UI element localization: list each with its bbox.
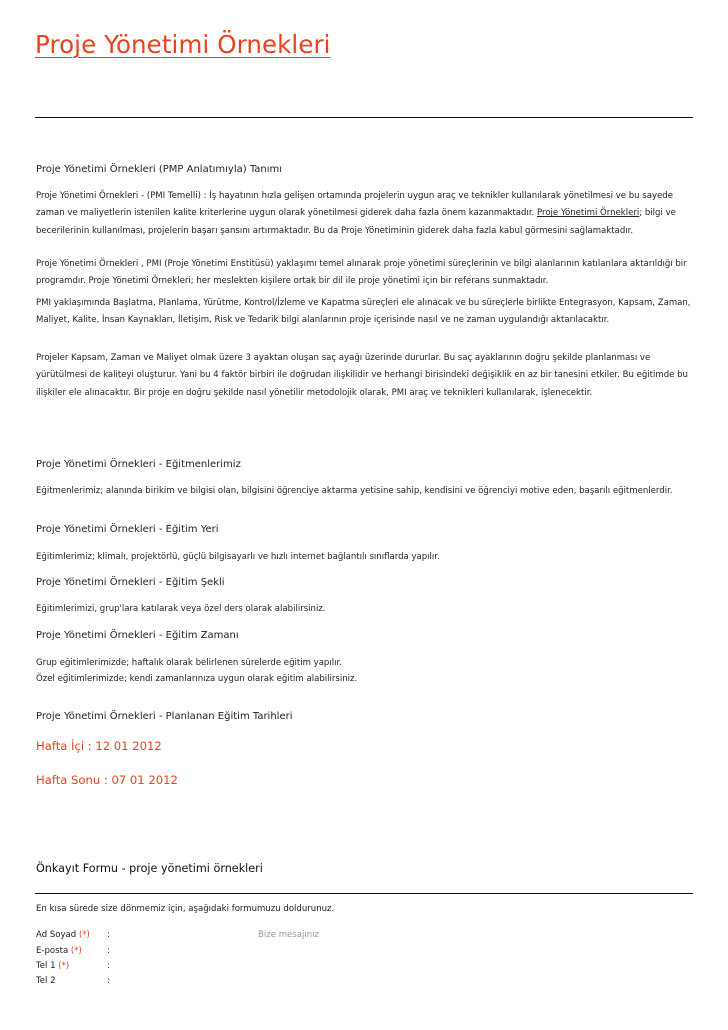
pmp-p1-link[interactable]: Proje Yönetimi Örnekleri xyxy=(537,208,640,219)
phone1-field[interactable] xyxy=(116,960,230,974)
form-divider xyxy=(35,893,693,894)
zaman-line-1: Grup eğitimlerimizde; haftalık olarak belirlenen sürelerde eğitim yapılır. xyxy=(36,658,342,668)
name-field[interactable] xyxy=(116,929,230,943)
phone2-label: Tel 2 xyxy=(36,976,56,986)
pmp-paragraph-1 xyxy=(36,188,696,240)
tarih-heading: Proje Yönetimi Örnekleri - Planlanan Eğitim Tarihleri xyxy=(36,711,293,722)
required-mark: (*) xyxy=(78,930,90,940)
name-label-text: Ad Soyad xyxy=(36,930,77,940)
colon: : xyxy=(107,946,110,956)
colon: : xyxy=(107,976,110,986)
zaman-heading: Proje Yönetimi Örnekleri - Eğitim Zamanı xyxy=(36,630,239,641)
required-mark: (*) xyxy=(70,946,82,956)
pmp-paragraph-2: Proje Yönetimi Örnekleri , PMI (Proje Yönetimi Enstitüsü) yaklaşımı temel alınarak proje yönetimi süreçlerinin ve bilgi alanlarının katılanlara aktarıldığı bir programdır. Proje Yönetimi Örnekleri; her meslekten kişilere ortak bir dil ile proje yönetimi için bir referans sunmaktadır. xyxy=(36,259,687,287)
egitmen-heading: Proje Yönetimi Örnekleri - Eğitmenlerimiz xyxy=(36,459,241,470)
email-label-text: E-posta xyxy=(36,946,69,956)
pmp-heading: Proje Yönetimi Örnekleri (PMP Anlatımıyla) Tanımı xyxy=(36,164,283,175)
form-row-phone1 xyxy=(36,958,336,974)
pmp-p1-text-a: Proje Yönetimi Örnekleri - (PMI Temelli) : İş hayatının hızla gelişen ortamında projelerin uygun araç ve teknikler kullanılarak yönetilmesi ve bu sayede zaman ve maliyetlerin istenilen kalite kriterlerine uygun olarak yönetilmesi giderek daha fazla önem kazanmaktadır. xyxy=(36,191,673,219)
weekend-date: Hafta Sonu : 07 01 2012 xyxy=(36,773,178,787)
form-title: Önkayıt Formu - proje yönetimi örnekleri xyxy=(36,862,263,875)
colon: : xyxy=(107,961,110,971)
required-mark: (*) xyxy=(58,961,70,971)
zaman-line-2: Özel eğitimlerimizde; kendi zamanlarınıza uygun olarak eğitim alabilirsiniz. xyxy=(36,674,358,684)
pmp-paragraph-4: Projeler Kapsam, Zaman ve Maliyet olmak üzere 3 ayaktan oluşan saç ayağı üzerinde dururlar. Bu saç ayaklarının doğru şekilde planlanması ve yürütülmesi de kaliteyi oluşturur. Yani bu 4 faktör birbiri ile doğrudan ilişkilidir ve herhangi birisindeki değişiklik en az bir tanesini etkiler. Bu eğitimde bu ilişkiler ele alınacaktır. Bir proje en doğru şekilde nasıl yönetilir metodolojik olarak, PMI araç ve teknikleri kullanılarak, işlenecektir. xyxy=(36,353,688,398)
sekil-text: Eğitimlerimizi, grup'lara katılarak veya özel ders olarak alabilirsiniz. xyxy=(36,604,326,614)
form-row-email xyxy=(36,943,336,959)
egitmen-text: Eğitmenlerimiz; alanında birikim ve bilgisi olan, bilgisini öğrenciye aktarma yetisine sahip, kendisini ve öğrenciyi motive eden, başarılı eğitmenlerdir. xyxy=(36,486,673,496)
phone2-field[interactable] xyxy=(116,975,230,989)
top-divider xyxy=(35,117,693,118)
colon: : xyxy=(107,930,110,940)
form-row-phone2 xyxy=(36,973,336,989)
sekil-heading: Proje Yönetimi Örnekleri - Eğitim Şekli xyxy=(36,577,225,588)
phone1-label-text: Tel 1 xyxy=(36,961,56,971)
page-title-link[interactable]: Proje Yönetimi Örnekleri xyxy=(35,30,331,59)
pmp-p1-text-b: ; bilgi ve becerilerinin kullanılması, projelerin başarı şansını artırmaktadır. Bu da Proje Yönetiminin giderek daha fazla kabul görmesini sağlamaktadır. xyxy=(36,208,676,236)
yer-text: Eğitimlerimiz; klimalı, projektörlü, güçlü bilgisayarlı ve hızlı internet bağlantılı sınıflarda yapılır. xyxy=(36,552,440,562)
email-label xyxy=(36,943,82,959)
form-intro: En kısa sürede size dönmemiz için, aşağıdaki formumuzu doldurunuz. xyxy=(36,904,335,914)
weekday-date: Hafta İçi : 12 01 2012 xyxy=(36,739,162,753)
yer-heading: Proje Yönetimi Örnekleri - Eğitim Yeri xyxy=(36,524,219,535)
email-field[interactable] xyxy=(116,945,230,959)
phone1-label xyxy=(36,958,69,974)
message-textarea-placeholder[interactable]: Bize mesajınız xyxy=(258,930,320,940)
pmp-paragraph-3: PMI yaklaşımında Başlatma, Planlama, Yürütme, Kontrol/İzleme ve Kapatma süreçleri ele alınacak ve bu süreçlerle birlikte Entegrasyon, Kapsam, Zaman, Maliyet, Kalite, İnsan Kaynakları, İletişim, Risk ve Tedarik bilgi alanlarının proje içerisinde nasıl ve ne zaman uygulandığı aktarılacaktır. xyxy=(36,298,691,326)
name-label xyxy=(36,927,90,943)
